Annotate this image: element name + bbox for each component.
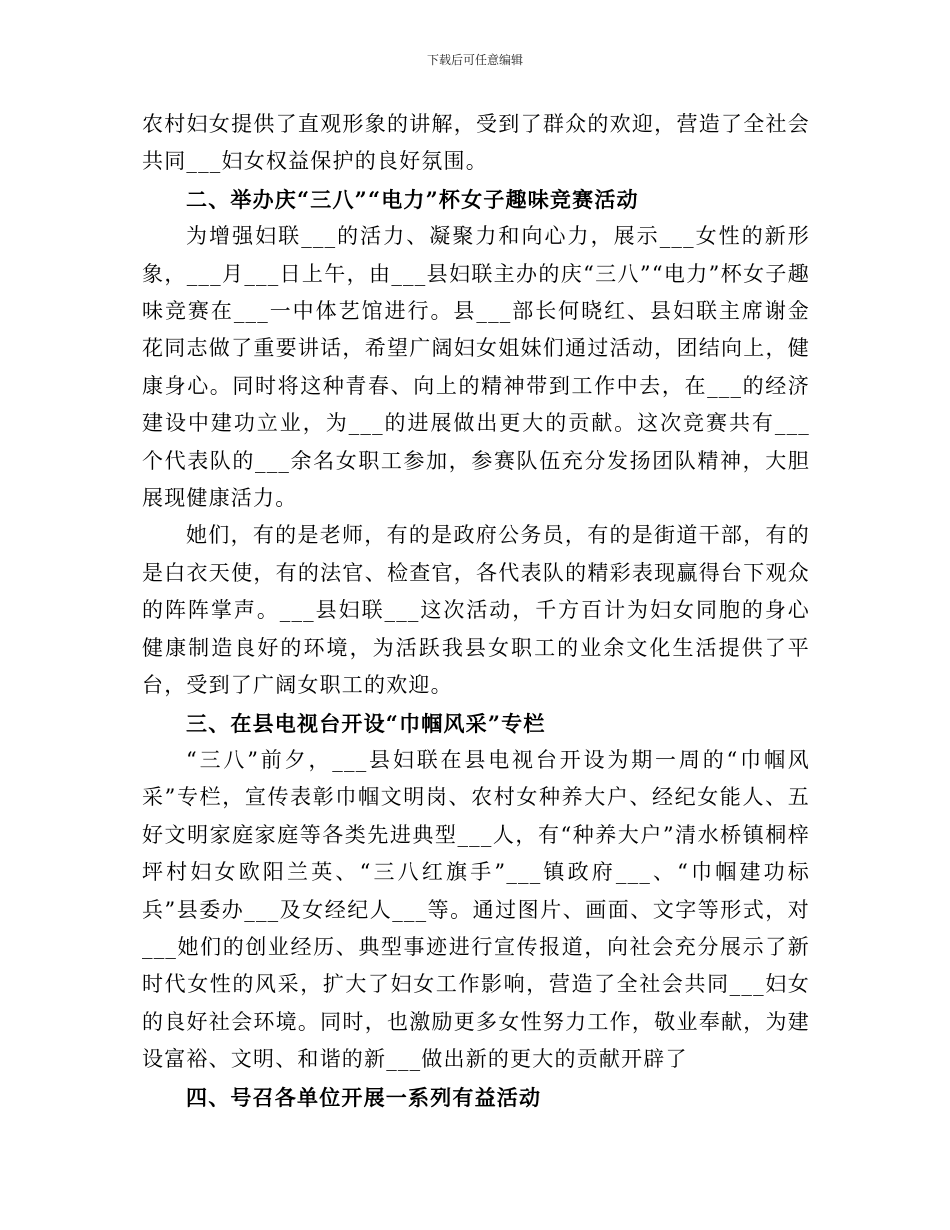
body-paragraph: 农村妇女提供了直观形象的讲解，受到了群众的欢迎，营造了全社会共同___妇女权益保护的良好氛围。 xyxy=(142,112,810,174)
body-paragraph: “三八”前夕，___县妇联在县电视台开设为期一周的“巾帼风采”专栏，宣传表彰巾帼文明岗、农村女种养大户、经纪女能人、五好文明家庭家庭等各类先进典型___人，有“种养大户”清水桥镇桐梓坪村妇女欧阳兰英、“三八红旗手”___镇政府___、“巾帼建功标兵”县委办___及女经纪人___等。通过图片、画面、文字等形式，对___她们的创业经历、典型事迹进行宣传报道，向社会充分展示了新时代女性的风采，扩大了妇女工作影响，营造了全社会共同___妇女的良好社会环境。同时，也激励更多女性努力工作，敬业奉献，为建设富裕、文明、和谐的新___做出新的更大的贡献开辟了 xyxy=(142,747,810,1072)
section-heading: 二、举办庆“三八”“电力”杯女子趣味竞赛活动 xyxy=(186,186,639,212)
body-paragraph: 她们，有的是老师，有的是政府公务员，有的是街道干部，有的是白衣天使，有的法官、检查官，各代表队的精彩表现赢得台下观众的阵阵掌声。___县妇联___这次活动，千方百计为妇女同胞的身心健康制造良好的环境，为活跃我县女职工的业余文化生活提供了平台，受到了广阔女职工的欢迎。 xyxy=(142,523,810,698)
section-heading: 三、在县电视台开设“巾帼风采”专栏 xyxy=(186,710,546,736)
document-body xyxy=(142,106,810,1116)
page-header: 下载后可任意编辑 xyxy=(426,53,523,67)
body-paragraph: 为增强妇联___的活力、凝聚力和向心力，展示___女性的新形象，___月___日上午，由___县妇联主办的庆“三八”“电力”杯女子趣味竞赛在___一中体艺馆进行。县___部长何晓红、县妇联主席谢金花同志做了重要讲话，希望广阔妇女姐妹们通过活动，团结向上，健康身心。同时将这种青春、向上的精神带到工作中去，在___的经济建设中建功立业，为___的进展做出更大的贡献。这次竞赛共有___个代表队的___余名女职工参加，参赛队伍充分发扬团队精神，大胆展现健康活力。 xyxy=(142,224,810,511)
section-heading: 四、号召各单位开展一系列有益活动 xyxy=(186,1084,542,1110)
